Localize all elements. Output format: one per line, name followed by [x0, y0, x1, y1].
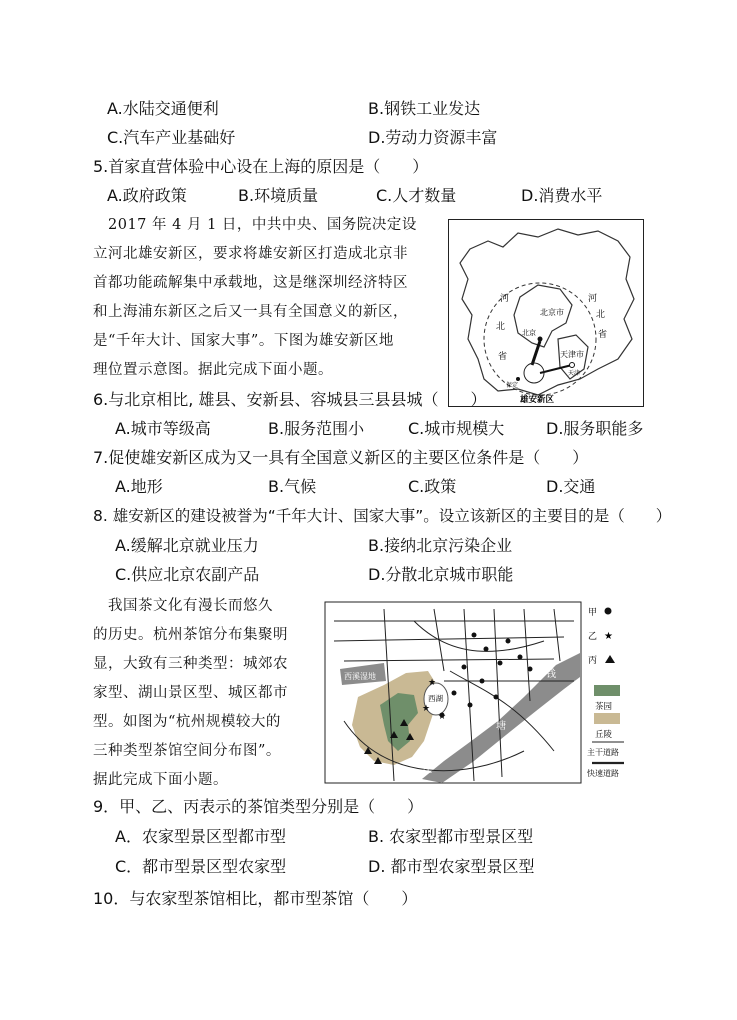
label-he-left: 河 — [500, 294, 510, 304]
label-xihu: 西湖 — [428, 694, 443, 703]
q6-stem: 6.与北京相比, 雄县、安新县、容城县三县县城（ ） — [93, 390, 487, 409]
label-xiongan: 雄安新区 — [520, 395, 555, 405]
label-baoding: 保定 — [506, 382, 519, 389]
legend-main-road: 主干道路 — [587, 748, 619, 757]
passage-line: 理位置示意图。据此完成下面小题。 — [93, 362, 333, 378]
label-tang: 塘 — [496, 721, 506, 732]
passage-line: 的历史。杭州茶馆分布集聚明 — [93, 627, 288, 643]
legend-hill-swatch — [594, 713, 620, 724]
label-tianjin: 天津 — [568, 370, 581, 377]
legend-jia-symbol — [605, 608, 612, 615]
label-sheng-right: 省 — [598, 330, 608, 340]
passage-line: 家型、湖山景区型、城区都市 — [93, 685, 288, 701]
q9-option-d: D. 都市型农家型景区型 — [368, 857, 535, 876]
legend-tea: 茶园 — [595, 702, 613, 712]
q7-option-c: C.政策 — [408, 477, 457, 496]
label-sheng-left: 省 — [498, 352, 508, 362]
passage-line: 据此完成下面小题。 — [93, 772, 228, 788]
q7-stem: 7.促使雄安新区成为又一具有全国意义新区的主要区位条件是（ ） — [93, 448, 589, 467]
legend-jia: 甲 — [588, 608, 598, 618]
legend-hill: 丘陵 — [595, 730, 613, 740]
label-bei-right: 北 — [596, 310, 606, 320]
legend-yi-symbol: ★ — [604, 631, 613, 642]
q7-option-d: D.交通 — [546, 477, 596, 496]
q4-option-c: C.汽车产业基础好 — [107, 128, 236, 147]
legend-express: 快速道路 — [587, 769, 619, 778]
svg-text:★: ★ — [428, 678, 437, 688]
passage-line: 是“千年大计、国家大事”。下图为雄安新区地 — [93, 333, 394, 349]
label-bei-left: 北 — [496, 322, 506, 332]
q6-option-b: B.服务范围小 — [268, 419, 365, 438]
q8-stem: 8. 雄安新区的建设被誉为“千年大计、国家大事”。设立该新区的主要目的是（ ） — [93, 507, 672, 525]
label-jiang: 江 — [422, 765, 432, 776]
q6-option-d: D.服务职能多 — [546, 419, 644, 438]
q9-option-a: A．农家型景区型都市型 — [115, 827, 286, 846]
xiongan-location-map — [448, 219, 644, 407]
q8-option-d: D.分散北京城市职能 — [368, 565, 514, 584]
passage-line: 立河北雄安新区，要求将雄安新区打造成北京非 — [93, 246, 408, 262]
label-he-right: 河 — [588, 294, 598, 304]
q6-option-c: C.城市规模大 — [408, 419, 505, 438]
tianjin-dot — [570, 363, 575, 368]
label-beijing-city: 北京市 — [540, 308, 564, 317]
q8-option-b: B.接纳北京污染企业 — [368, 536, 513, 555]
q10-stem: 10．与农家型茶馆相比，都市型茶馆（ ） — [93, 889, 418, 908]
beijing-dot — [538, 337, 543, 342]
passage-line: 型。如图为“杭州规模较大的 — [93, 714, 281, 730]
q8-option-c: C.供应北京农副产品 — [115, 565, 260, 584]
passage-xiongan — [93, 211, 438, 385]
passage-line: 首都功能疏解集中承载地，这是继深圳经济特区 — [93, 275, 408, 291]
q9-option-b: B. 农家型都市型景区型 — [368, 827, 534, 846]
passage-tea — [93, 592, 323, 795]
q8-option-a: A.缓解北京就业压力 — [115, 536, 259, 555]
svg-text:★: ★ — [422, 704, 431, 714]
hangzhou-teahouse-map — [324, 601, 644, 785]
svg-text:★: ★ — [438, 712, 447, 722]
q4-option-d: D.劳动力资源丰富 — [368, 128, 498, 147]
passage-line: 2017 年 4 月 1 日，中共中央、国务院决定设 — [93, 217, 417, 233]
passage-line: 显，大致有三种类型：城郊农 — [93, 656, 288, 672]
label-beijing: 北京 — [522, 329, 536, 337]
passage-line: 我国茶文化有漫长而悠久 — [93, 598, 273, 614]
q5-option-c: C.人才数量 — [376, 186, 457, 205]
q9-stem: 9．甲、乙、丙表示的茶馆类型分别是（ ） — [93, 797, 424, 816]
legend — [587, 607, 624, 778]
q7-option-b: B.气候 — [268, 477, 317, 496]
legend-yi: 乙 — [588, 632, 598, 642]
q5-option-a: A.政府政策 — [107, 186, 187, 205]
q5-stem: 5.首家直营体验中心设在上海的原因是（ ） — [93, 157, 429, 176]
label-tianjin-city: 天津市 — [560, 350, 584, 359]
passage-line: 和上海浦东新区之后又一具有全国意义的新区， — [93, 304, 408, 320]
legend-bing-symbol — [605, 655, 615, 663]
q9-option-c: C．都市型景区型农家型 — [115, 857, 287, 876]
label-qian: 钱 — [546, 669, 556, 680]
legend-tea-swatch — [594, 685, 620, 696]
q5-option-b: B.环境质量 — [238, 186, 319, 205]
label-xixi: 西溪湿地 — [344, 672, 376, 681]
baoding-dot — [516, 377, 520, 381]
q5-option-d: D.消费水平 — [521, 186, 603, 205]
passage-line: 三种类型茶馆空间分布图”。 — [93, 743, 281, 759]
q4-option-a: A.水陆交通便利 — [107, 99, 219, 118]
legend-bing: 丙 — [588, 656, 598, 666]
q6-option-a: A.城市等级高 — [115, 419, 211, 438]
q4-option-b: B.钢铁工业发达 — [368, 99, 481, 118]
q7-option-a: A.地形 — [115, 477, 163, 496]
